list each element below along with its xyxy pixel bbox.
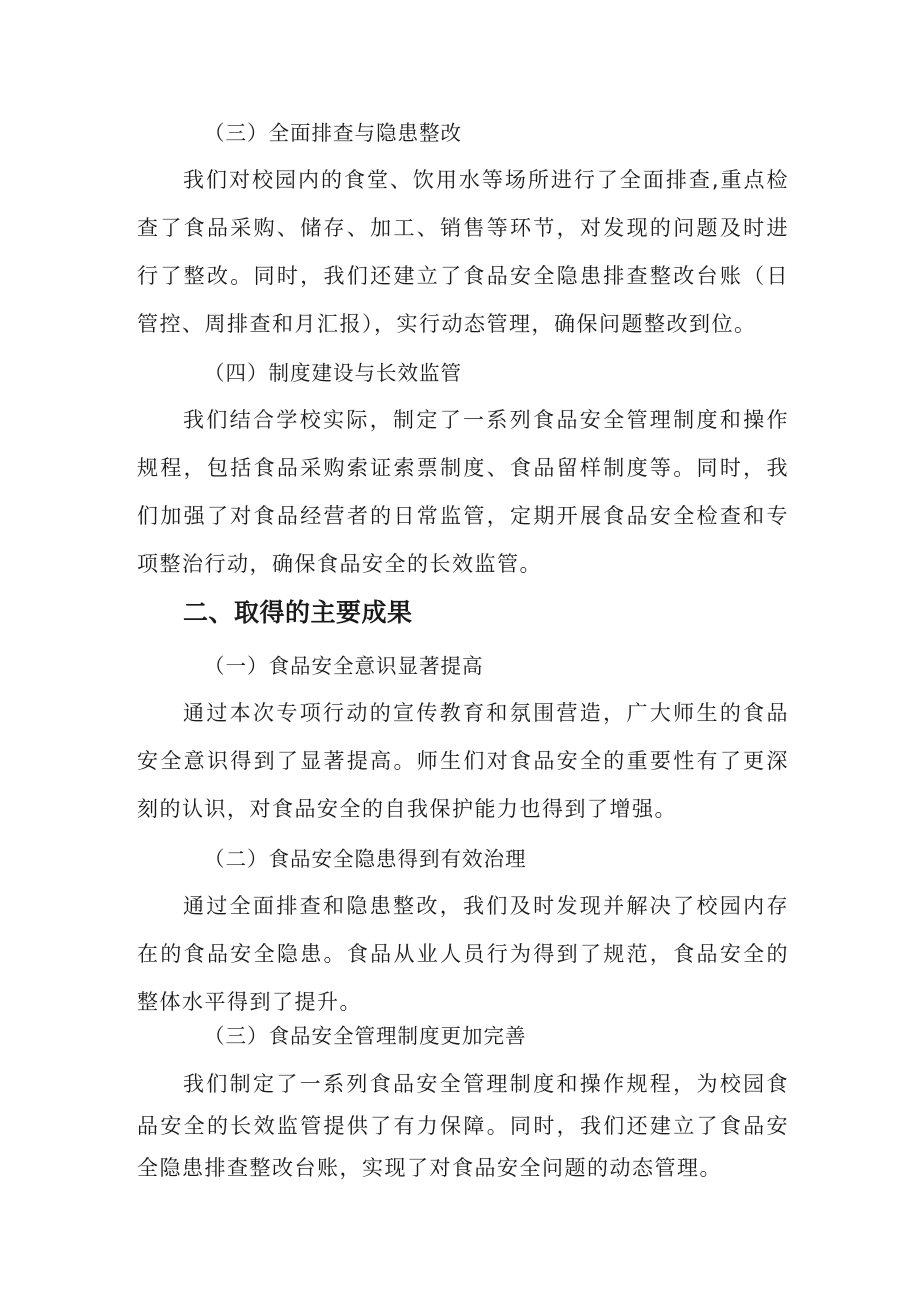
- paragraph-result-3: 我们制定了一系列食品安全管理制度和操作规程，为校园食品安全的长效监管提供了有力保障。同时，我们还建立了食品安全隐患排查整改台账，实现了对食品安全问题的动态管理。: [137, 1072, 789, 1180]
- paragraph-result-1: 通过本次专项行动的宣传教育和氛围营造，广大师生的食品安全意识得到了显著提高。师生们对食品安全的重要性有了更深刻的认识，对食品安全的自我保护能力也得到了增强。: [137, 701, 789, 821]
- subheading-result-2: （二）食品安全隐患得到有效治理: [204, 847, 527, 871]
- section-heading-main-results: 二、取得的主要成果: [183, 598, 413, 627]
- paragraph-section-3: 我们对校园内的食堂、饮用水等场所进行了全面排查,重点检查了食品采购、储存、加工、销售等环节，对发现的问题及时进行了整改。同时，我们还建立了食品安全隐患排查整改台账（日管控、周排查和月汇报），实行动态管理，确保问题整改到位。: [137, 168, 789, 336]
- paragraph-section-4: 我们结合学校实际，制定了一系列食品安全管理制度和操作规程，包括食品采购索证索票制度、食品留样制度等。同时，我们加强了对食品经营者的日常监管，定期开展食品安全检查和专项整治行动，确保食品安全的长效监管。: [137, 408, 789, 576]
- subheading-result-1: （一）食品安全意识显著提高: [204, 654, 484, 678]
- subheading-section-4: （四）制度建设与长效监管: [204, 361, 462, 385]
- subheading-result-3: （三）食品安全管理制度更加完善: [204, 1024, 527, 1048]
- subheading-section-3: （三）全面排查与隐患整改: [204, 121, 462, 145]
- paragraph-result-2: 通过全面排查和隐患整改，我们及时发现并解决了校园内存在的食品安全隐患。食品从业人员行为得到了规范，食品安全的整体水平得到了提升。: [137, 894, 789, 1014]
